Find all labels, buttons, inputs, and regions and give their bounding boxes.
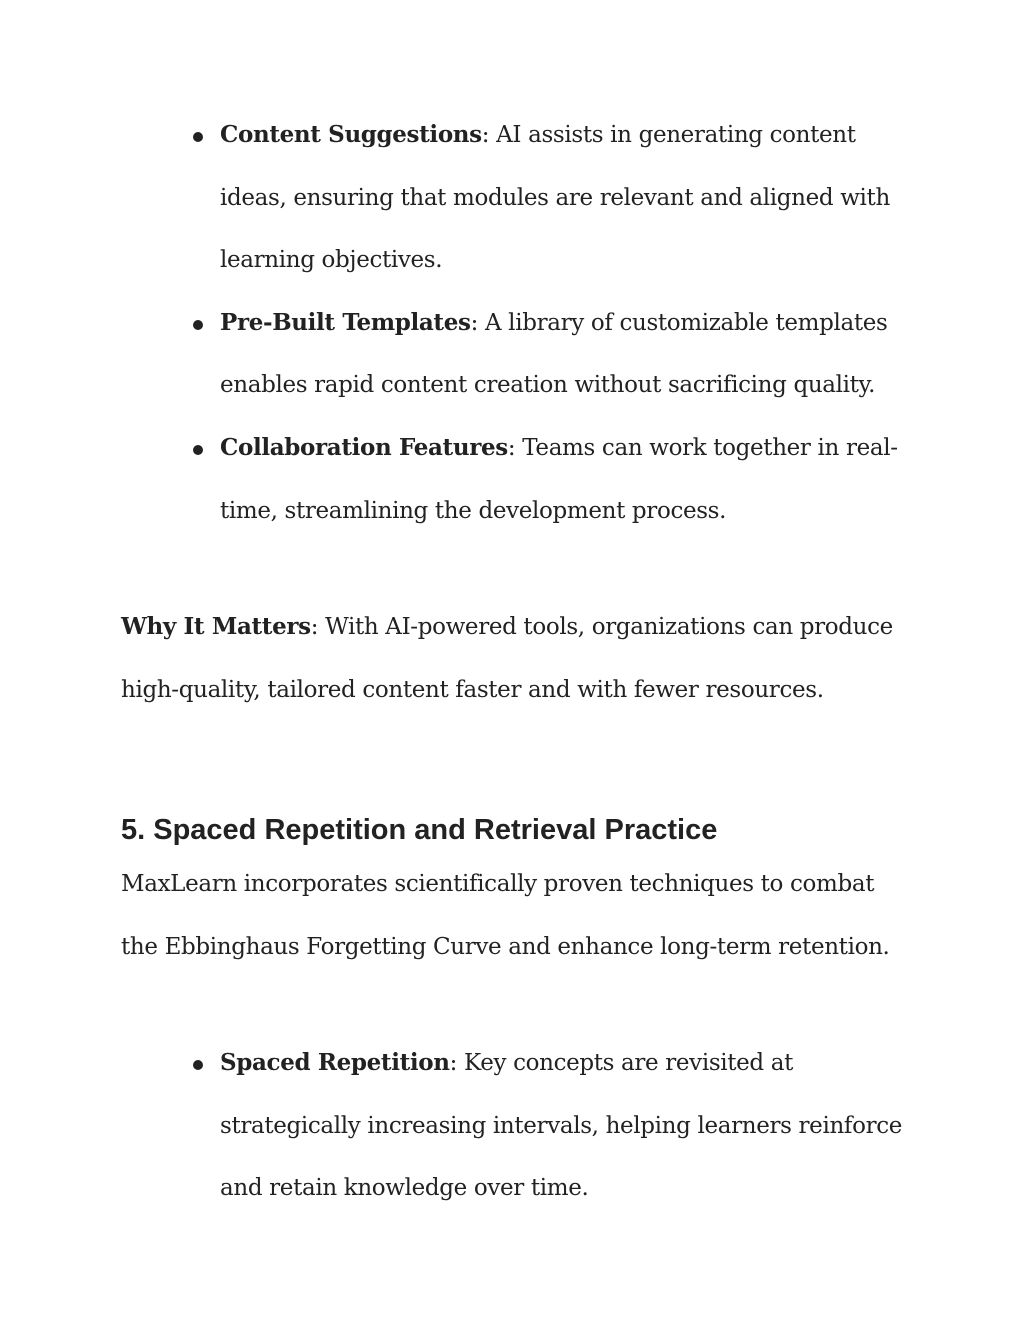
why-it-matters-label: Why It Matters [121,613,311,640]
bullet-icon [193,445,203,455]
list-item [190,104,910,292]
bullet-description: AI assists in generating content ideas, ensuring that modules are relevant and aligned with learning objectives. [220,122,890,274]
bullet-description: Teams can work together in real-time, streamlining the development process. [220,434,898,524]
bullet-term: Collaboration Features [220,433,508,461]
bullet-term: Spaced Repetition [220,1049,450,1076]
bullet-term: Pre-Built Templates [220,308,471,336]
bullet-separator: : [449,1050,458,1076]
bullet-icon [193,1060,203,1070]
bullet-description: Key concepts are revisited at strategically increasing intervals, helping learners reinforce and retain knowledge over time. [220,1050,903,1202]
why-it-matters-text: With AI-powered tools, organizations can produce high-quality, tailored content faster and with fewer resources. [121,614,893,703]
bullet-icon [193,132,203,142]
bullet-separator: : [481,122,490,148]
bullet-icon [193,320,203,330]
bullet-description: A library of customizable templates enables rapid content creation without sacrificing quality. [220,309,888,399]
why-separator: : [310,614,319,640]
list-item [190,1032,910,1220]
list-item [190,417,910,542]
bullet-term: Content Suggestions [220,121,482,148]
bullet-separator: : [507,434,516,461]
feature-bullet-list [190,104,910,542]
bullet-separator: : [470,309,478,336]
list-item [190,292,910,417]
technique-bullet-list [190,1032,910,1220]
section-heading: 5. Spaced Repetition and Retrieval Practice [121,814,718,846]
section-intro-paragraph: MaxLearn incorporates scientifically proven techniques to combat the Ebbinghaus Forgetting Curve and enhance long-term retention. [121,871,890,960]
why-it-matters-paragraph [121,596,911,721]
